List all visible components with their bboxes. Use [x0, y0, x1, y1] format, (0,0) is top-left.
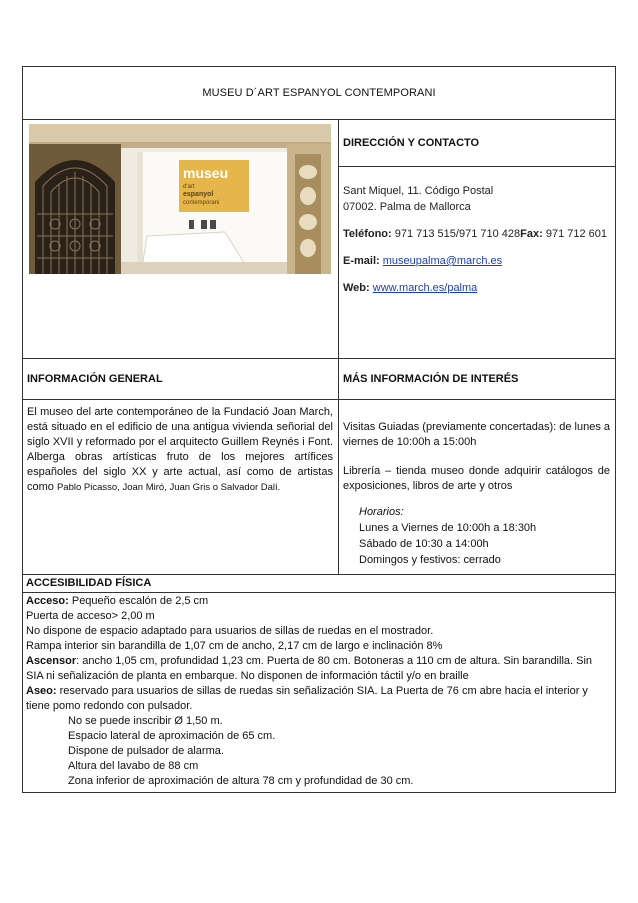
access-wc-label: Aseo:	[26, 685, 57, 697]
logo-sub-text-3: contemporani	[183, 200, 220, 206]
document-title-cell	[23, 67, 616, 120]
address	[343, 183, 610, 215]
contact-details	[339, 167, 615, 313]
web-row	[343, 280, 610, 296]
museum-info-table	[22, 66, 616, 793]
logo-sub-text-1: d'art	[183, 184, 195, 190]
access-wc-text: reservado para usuarios de sillas de ruedas sin señalización SIA. La Puerta de 76 cm abre hacia el interior y tiene pomo redondo con pulsador.	[26, 685, 588, 712]
accessibility-cell	[23, 593, 616, 793]
access-ramp: Rampa interior sin barandilla de 1,07 cm de ancho, 2,17 cm de largo e inclinación 8%	[26, 640, 443, 652]
email-label: E-mail:	[343, 255, 380, 267]
shop-info: Librería – tienda museo donde adquirir catálogos de exposiciones, libros de arte y otros	[343, 465, 611, 492]
access-entrance	[26, 594, 612, 609]
info-text-cell	[23, 400, 339, 575]
wc-item: Zona inferior de aproximación de altura 78 cm y profundidad de 30 cm.	[68, 775, 414, 787]
wc-item: Dispone de pulsador de alarma.	[68, 745, 224, 757]
hours-weekdays: Lunes a Viernes de 10:00h a 18:30h	[359, 522, 537, 534]
wc-item: Espacio lateral de aproximación de 65 cm.	[68, 730, 276, 742]
phone-fax	[343, 226, 610, 242]
contact-cell	[339, 120, 616, 359]
accessibility-heading: ACCESIBILIDAD FÍSICA	[23, 575, 616, 593]
more-info-cell	[339, 400, 616, 575]
fax-label: Fax:	[520, 228, 543, 240]
access-lift	[26, 654, 612, 684]
phone-value: 971 713 515/971 710 428	[391, 228, 521, 240]
address-line-2: 07002. Palma de Mallorca	[343, 201, 471, 213]
museum-lobby-photo	[29, 124, 331, 274]
access-entrance-label: Acceso:	[26, 595, 69, 607]
wc-item: No se puede inscribir Ø 1,50 m.	[68, 715, 223, 727]
access-lift-text: : ancho 1,05 cm, profundidad 1,23 cm. Puerta de 80 cm. Botoneras a 110 cm de altura. Sin barandilla. Sin SIA ni señalización de planta en embarque. No disponen de información táctil y/o en braille	[26, 655, 593, 682]
email-row	[343, 253, 610, 269]
access-wc	[26, 684, 612, 714]
contact-heading: DIRECCIÓN Y CONTACTO	[339, 120, 615, 167]
phone-label: Teléfono:	[343, 228, 392, 240]
photo-cell	[23, 120, 339, 359]
web-link[interactable]: www.march.es/palma	[372, 282, 478, 294]
info-artists: Pablo Picasso, Joan Miró, Juan Gris o Salvador Dalí.	[56, 482, 281, 493]
opening-hours	[343, 504, 610, 568]
web-label: Web:	[343, 282, 370, 294]
email-link[interactable]: museupalma@march.es	[382, 255, 503, 267]
info-heading: INFORMACIÓN GENERAL	[23, 359, 339, 400]
wc-item: Altura del lavabo de 88 cm	[68, 760, 199, 772]
access-entrance-text: Pequeño escalón de 2,5 cm	[68, 595, 209, 607]
hours-saturday: Sábado de 10:30 a 14:00h	[359, 538, 489, 550]
museum-lobby-illustration	[29, 124, 331, 274]
fax-value: 971 712 601	[542, 228, 608, 240]
address-line-1: Sant Miquel, 11. Código Postal	[343, 185, 494, 197]
more-info-heading: MÁS INFORMACIÓN DE INTERÉS	[339, 359, 616, 400]
hours-label: Horarios:	[359, 506, 404, 518]
access-door: Puerta de acceso> 2,00 m	[26, 610, 155, 622]
access-lift-label: Ascensor	[26, 655, 77, 667]
guided-visits: Visitas Guiadas (previamente concertadas): de lunes a viernes de 10:00h a 15:00h	[343, 421, 611, 448]
access-counter: No dispone de espacio adaptado para usuarios de sillas de ruedas en el mostrador.	[26, 625, 434, 637]
document-title: MUSEU D´ART ESPANYOL CONTEMPORANI	[202, 86, 436, 99]
logo-sub-text-2: espanyol	[183, 191, 214, 198]
info-text: El museo del arte contemporáneo de la Fundació Joan March, está situado en el edificio de una antigua vivienda señorial del siglo XVII y reformado por el arquitecto Guillem Reynés i Font. Alberga obras artísticas fruto de los mejores artífices españoles del siglo XX y arte actual, así como de artistas como	[27, 406, 333, 493]
hours-sunday: Domingos y festivos: cerrado	[359, 554, 501, 566]
logo-main-text: museu	[183, 165, 229, 181]
